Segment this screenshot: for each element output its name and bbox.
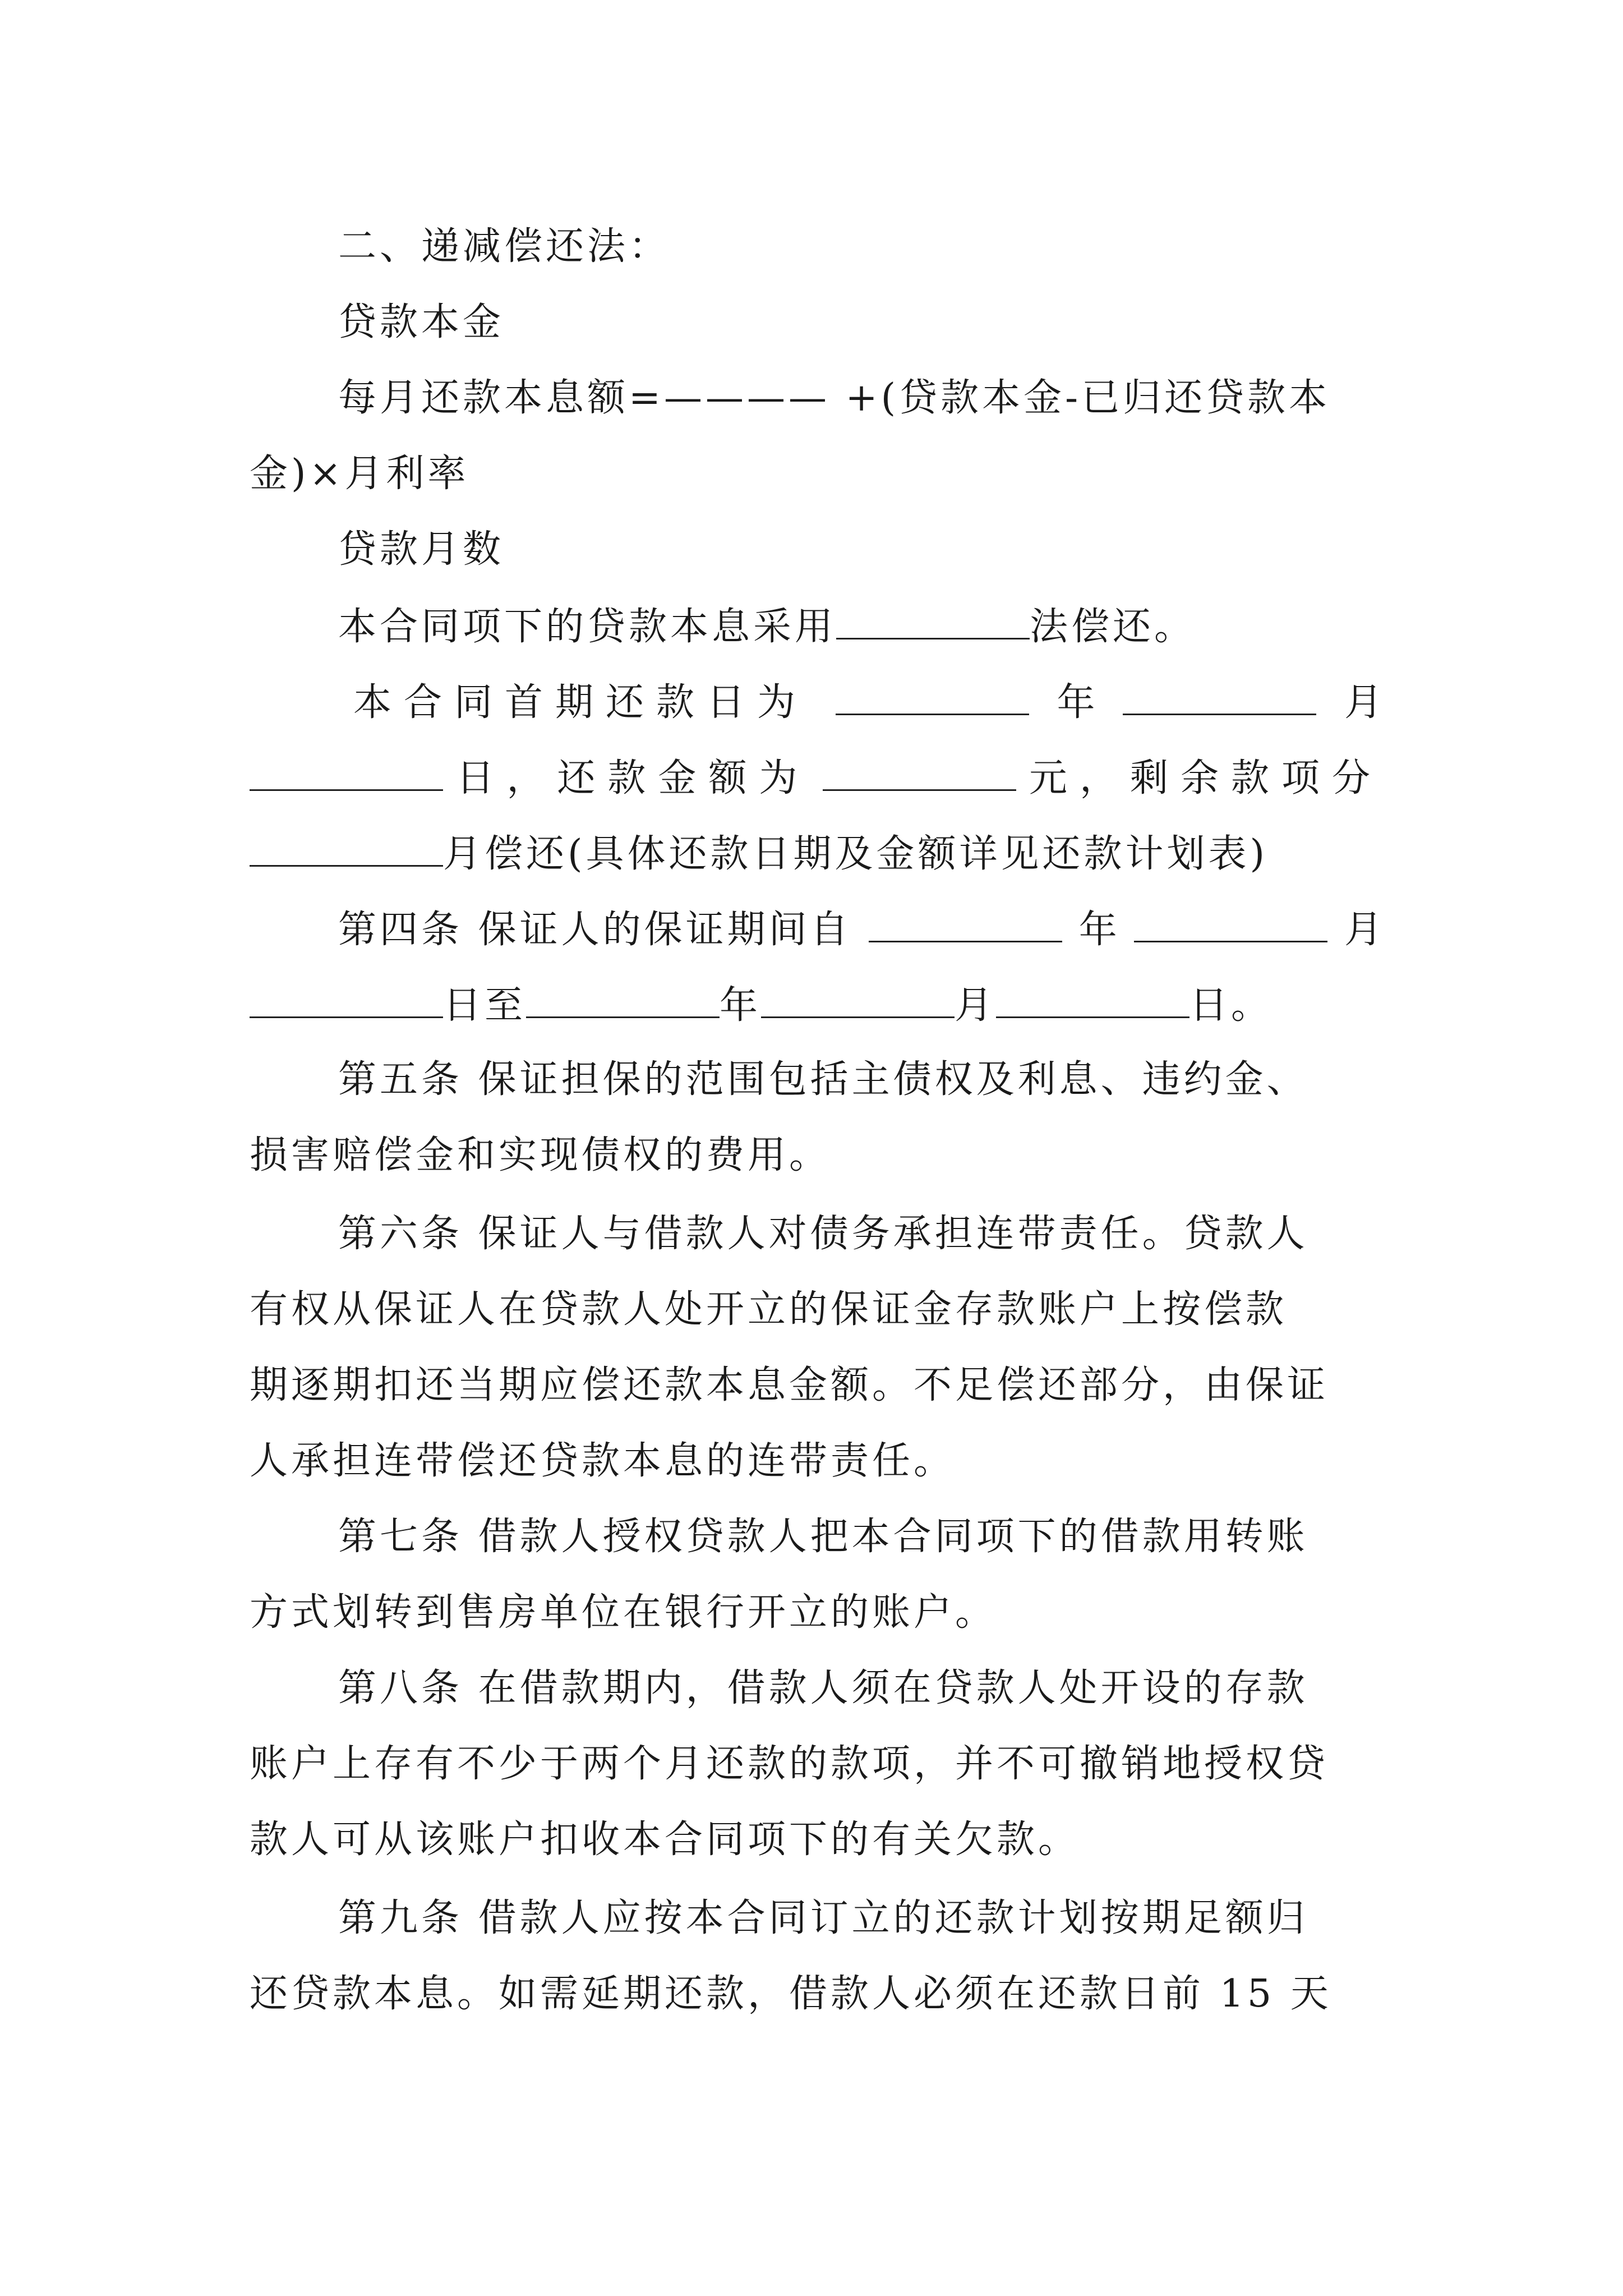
formula-numerator: 贷款本金 — [338, 300, 505, 344]
repayment-method-line — [338, 603, 1382, 650]
formula-denominator: 贷款月数 — [338, 527, 505, 572]
article-4-line-2 — [250, 982, 1382, 1028]
guarantee-end-year-blank[interactable] — [526, 982, 720, 1018]
article-6-line-2: 有权从保证人在贷款人处开立的保证金存款账户上按偿款 — [250, 1287, 1288, 1332]
year-label: 年 — [1078, 908, 1117, 952]
guarantee-start-year-blank[interactable] — [869, 906, 1062, 942]
article-6-line-3: 期逐期扣还当期应偿还款本息金额。不足偿还部分，由保证 — [250, 1363, 1329, 1407]
formula-line-continued: 金)×月利率 — [250, 452, 469, 496]
article-5-line-2: 损害赔偿金和实现债权的费用。 — [250, 1133, 831, 1177]
guarantee-start-month-blank[interactable] — [1134, 906, 1327, 942]
first-repayment-day-blank[interactable] — [250, 754, 443, 791]
article-7-line-2: 方式划转到售房单位在银行开立的账户。 — [250, 1590, 997, 1635]
heading-decreasing-repayment: 二、递减偿还法： — [338, 224, 671, 269]
remaining-label: 元，剩余款项分 — [1029, 756, 1382, 800]
year-label: 年 — [720, 983, 762, 1028]
guarantee-start-day-blank[interactable] — [250, 982, 443, 1018]
year-label: 年 — [1057, 680, 1095, 725]
article-9-line-2: 还贷款本息。如需延期还款，借款人必须在还款日前 15 天 — [250, 1972, 1332, 2016]
repayment-amount-label: 日，还款金额为 — [456, 756, 810, 800]
first-repayment-month-blank[interactable] — [1123, 679, 1316, 715]
formula-line: 每月还款本息额=———— +(贷款本金-已归还贷款本 — [338, 376, 1331, 420]
first-repayment-label: 本合同首期还款日为 — [353, 680, 808, 725]
first-repayment-amount-line — [250, 754, 1382, 801]
first-repayment-year-blank[interactable] — [836, 679, 1029, 715]
month-label: 月 — [1344, 908, 1382, 952]
first-repayment-date-line — [353, 679, 1382, 725]
guarantee-end-day-blank[interactable] — [996, 982, 1189, 1018]
repayment-method-text: 本合同项下的贷款本息采用 — [338, 605, 837, 649]
day-label: 日。 — [1189, 983, 1273, 1028]
article-8-line-2: 账户上存有不少于两个月还款的款项，并不可撤销地授权贷 — [250, 1742, 1329, 1786]
article-7-line-1: 第七条 借款人授权贷款人把本合同项下的借款用转账 — [338, 1515, 1308, 1559]
article-6-line-1: 第六条 保证人与借款人对债务承担连带责任。贷款人 — [338, 1212, 1308, 1256]
month-label: 月 — [1344, 680, 1382, 725]
article-8-line-1: 第八条 在借款期内，借款人须在贷款人处开设的存款 — [338, 1666, 1308, 1710]
remaining-months-blank[interactable] — [250, 830, 443, 867]
remaining-months-line — [250, 830, 1382, 877]
remaining-months-text: 月偿还(具体还款日期及金额详见还款计划表) — [443, 832, 1269, 876]
repayment-amount-blank[interactable] — [823, 754, 1016, 791]
until-label: 日至 — [443, 983, 527, 1028]
article-4-line-1 — [338, 906, 1382, 953]
article-5-line-1: 第五条 保证担保的范围包括主债权及利息、违约金、 — [338, 1057, 1308, 1102]
repayment-method-blank[interactable] — [836, 603, 1030, 639]
repayment-method-suffix: 法偿还。 — [1030, 605, 1196, 649]
article-6-line-4: 人承担连带偿还贷款本息的连带责任。 — [250, 1439, 956, 1483]
guarantee-end-month-blank[interactable] — [761, 982, 955, 1018]
article-8-line-3: 款人可从该账户扣收本合同项下的有关欠款。 — [250, 1818, 1080, 1862]
month-label: 月 — [955, 983, 997, 1028]
article-9-line-1: 第九条 借款人应按本合同订立的还款计划按期足额归 — [338, 1896, 1308, 1940]
article-4-text: 第四条 保证人的保证期间自 — [338, 908, 852, 952]
